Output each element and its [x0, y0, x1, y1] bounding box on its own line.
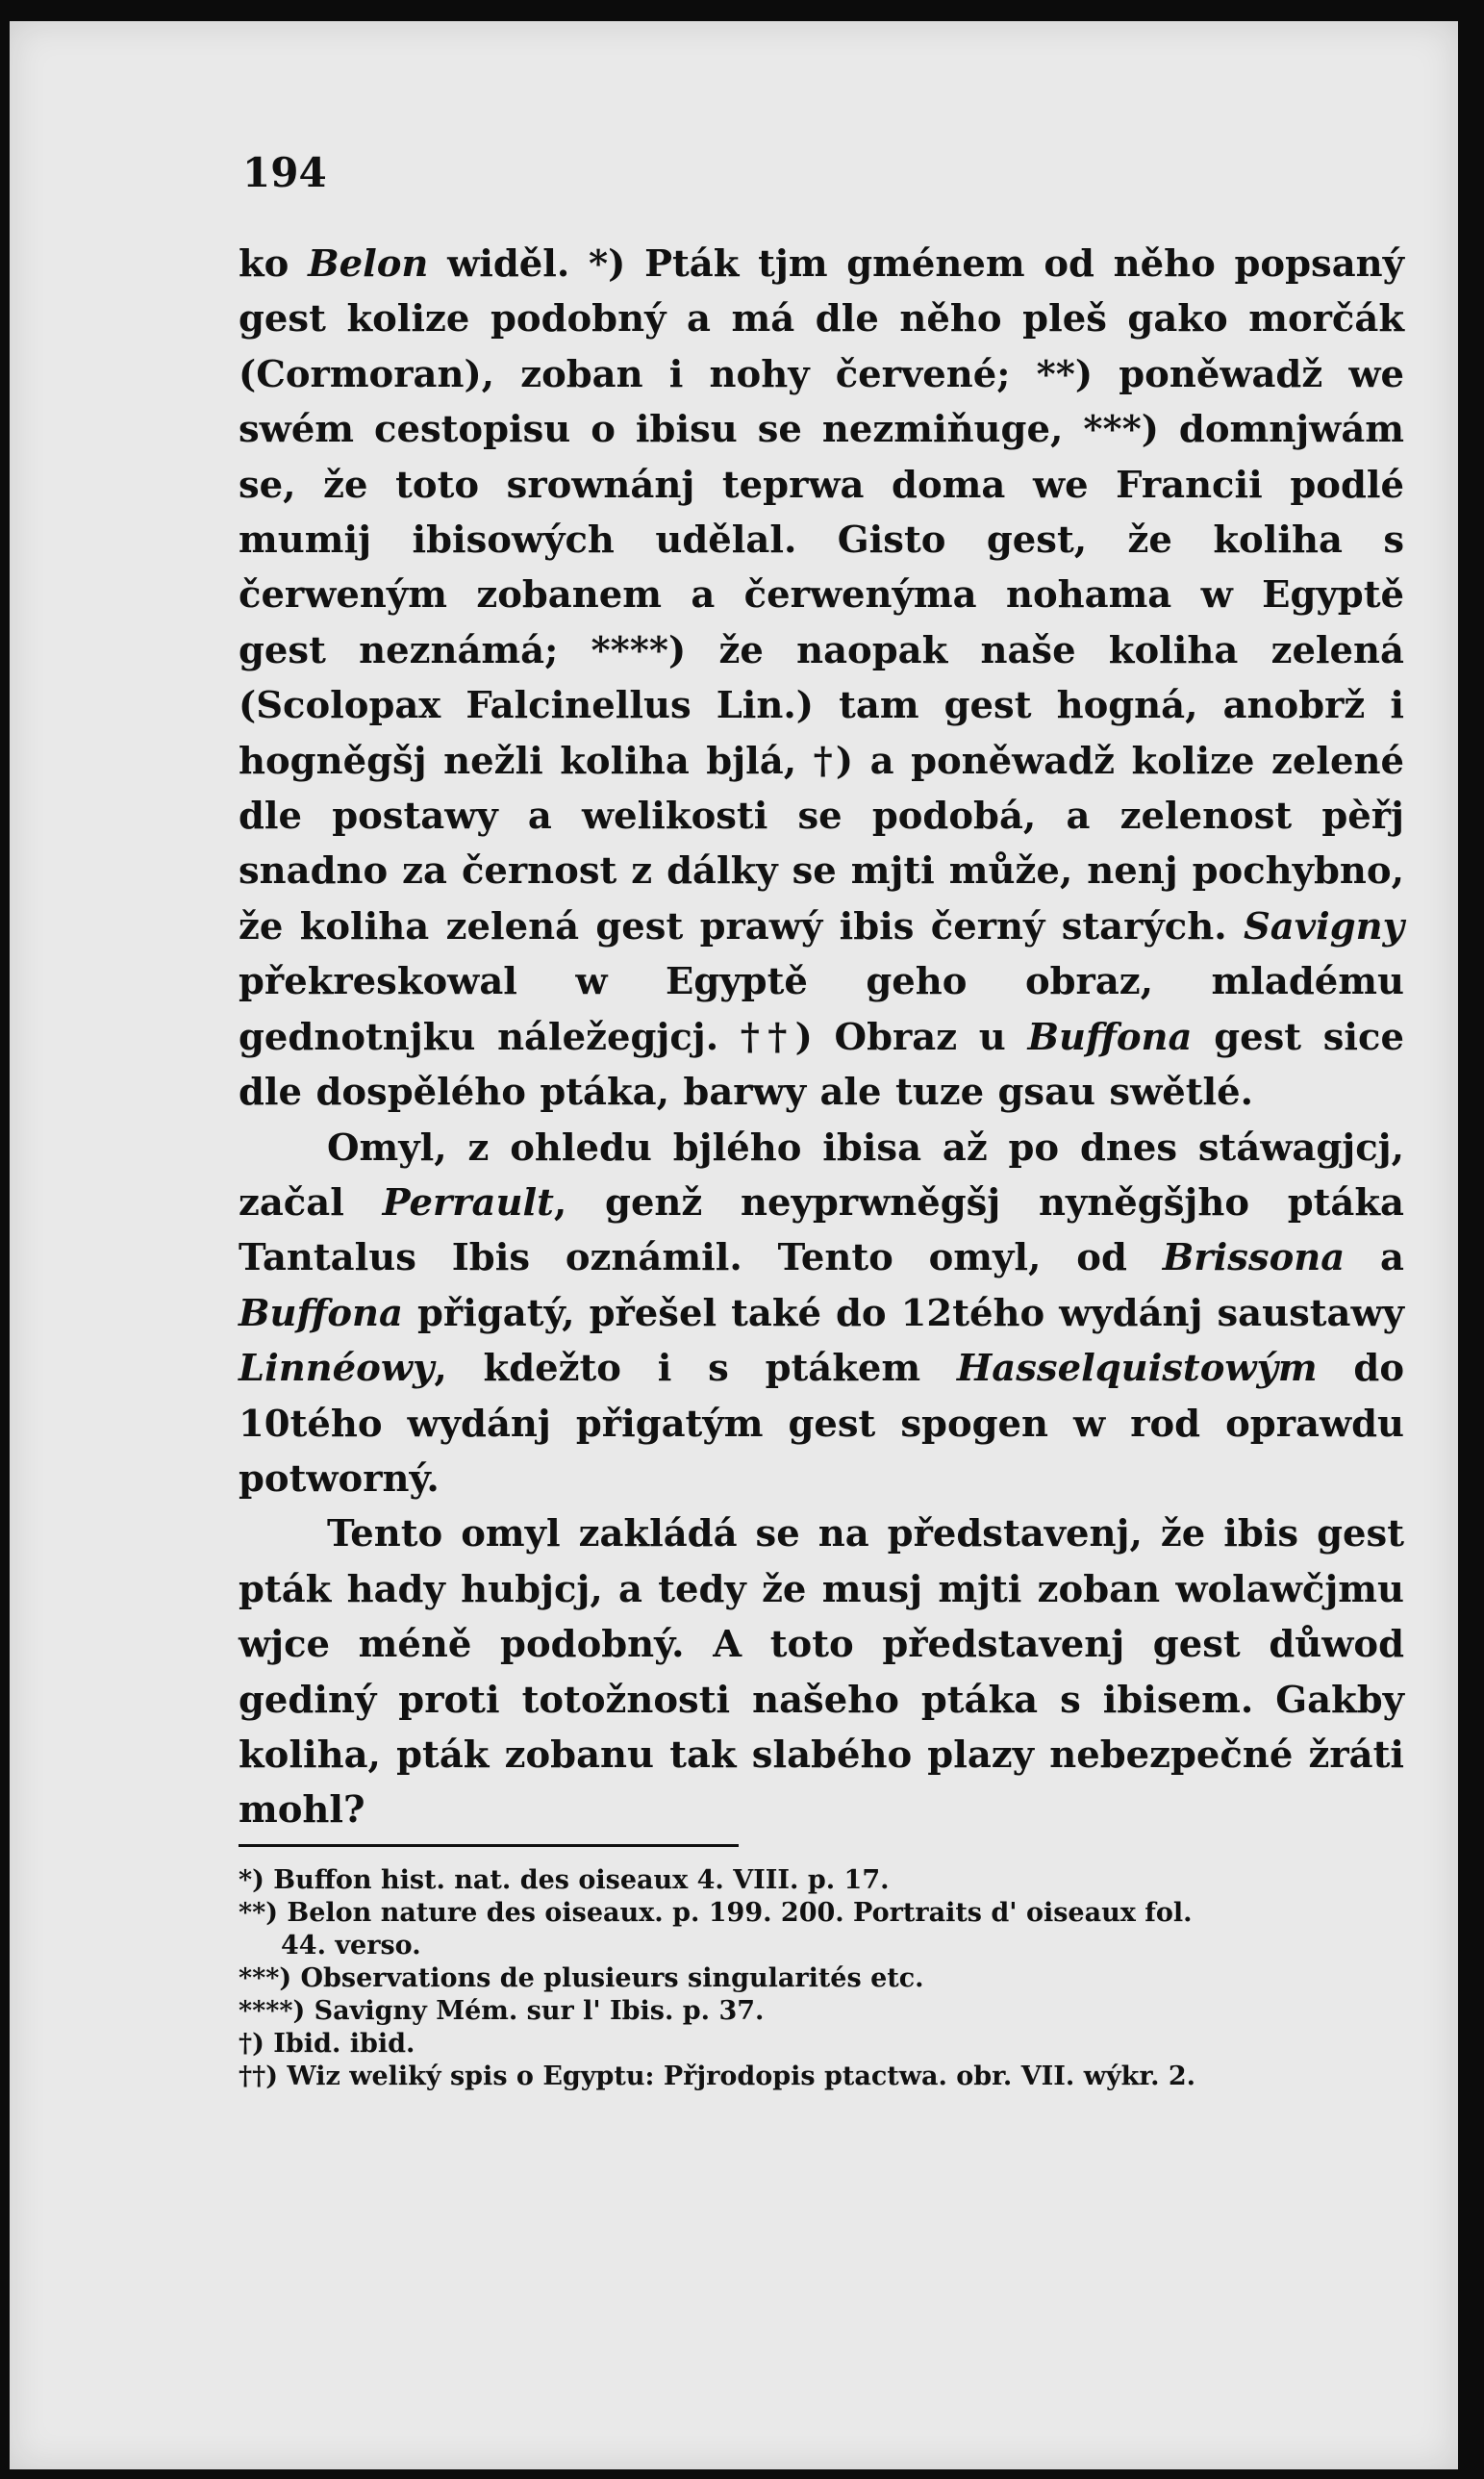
- footnote: ††) Wiz weliký spis o Egyptu: Přjrodopis ptactwa. obr. VII. wýkr. 2.: [239, 2061, 1196, 2091]
- footnote: **) Belon nature des oiseaux. p. 199. 200. Portraits d' oiseaux fol.: [239, 1897, 1193, 1928]
- italic-name: Belon: [308, 242, 429, 286]
- paragraph: [239, 1121, 1404, 1507]
- italic-name: Brissona: [1162, 1236, 1346, 1280]
- italic-name: Buffona: [1027, 1015, 1193, 1059]
- footnote: ****) Savigny Mém. sur l' Ibis. p. 37.: [239, 1995, 765, 2026]
- text-run: widěl. *) Pták tjm gménem od něho popsaný gest kolize podobný a má dle něho pleš gako morčák (Cormoran), zoban i nohy červené; **) poněwadž we swém cestopisu o ibisu se nezmiňuge, ***) domnjwám se, že toto srownánj teprwa doma we Francii podlé mumij ibisowých udělal. Gisto gest, že koliha s čerweným zobanem a čerwenýma nohama w Egyptě gest neznámá; ****) že naopak naše koliha zelená (Scolopax Falcinellus Lin.) tam gest hogná, anobrž i hogněgšj nežli koliha bjlá, †) a poněwadž kolize zelené dle postawy a welikosti se podobá, a zelenost pèřj snadno za černost z dálky se mjti může, nenj pochybno, že koliha zelená gest prawý ibis černý starých.: [239, 242, 1404, 949]
- italic-name: Savigny: [1243, 904, 1404, 949]
- footnotes: [239, 1864, 1404, 2093]
- italic-name: Linnéowy: [239, 1347, 435, 1391]
- text-run: , kdežto i s ptákem: [434, 1347, 957, 1391]
- text-run: Tento omyl zakládá se na představenj, že ibis gest pták hady hubjcj, a tedy že musj mjti zoban wolawčjmu wjce méně podobný. A toto představenj gest důwod gediný proti totožnosti našeho ptáka s ibisem. Gakby koliha, pták zobanu tak slabého plazy nebezpečné žráti mohl?: [239, 1512, 1404, 1833]
- text-run: do 10tého wydánj přigatým gest spogen w rod oprawdu potworný.: [239, 1347, 1404, 1501]
- footnote: ***) Observations de plusieurs singularités etc.: [239, 1962, 924, 1993]
- paragraph: [239, 237, 1404, 1121]
- footnote: *) Buffon hist. nat. des oiseaux 4. VIII. p. 17.: [239, 1864, 890, 1895]
- footnote: †) Ibid. ibid.: [239, 2028, 415, 2059]
- page-number: 194: [242, 149, 327, 196]
- italic-name: Hasselquistowým: [956, 1347, 1318, 1391]
- italic-name: Perrault: [382, 1180, 554, 1225]
- text-run: a: [1345, 1236, 1404, 1280]
- text-run: ko: [239, 242, 309, 286]
- text-run: Omyl, z ohledu bjlého ibisa až po dnes stáwagjcj, začal: [239, 1126, 1404, 1225]
- paragraph: [239, 1506, 1404, 1837]
- italic-name: Buffona: [239, 1291, 403, 1335]
- body-text: [239, 237, 1404, 1838]
- text-run: přigatý, přešel také do 12tého wydánj saustawy: [403, 1291, 1404, 1335]
- text-run: gest sice dle dospělého ptáka, barwy ale tuze gsau swětlé.: [239, 1015, 1404, 1115]
- book-page: [10, 21, 1458, 2469]
- footnote: 44. verso.: [281, 1930, 421, 1960]
- footnote-rule: [239, 1844, 739, 1847]
- page-content: [239, 146, 1404, 2093]
- text-run: , genž neyprwněgšj nyněgšjho ptáka Tantalus Ibis oznámil. Tento omyl, od: [239, 1180, 1404, 1280]
- text-run: překreskowal w Egyptě geho obraz, mladému gednotnjku náležegjcj. ††) Obraz u: [239, 960, 1404, 1059]
